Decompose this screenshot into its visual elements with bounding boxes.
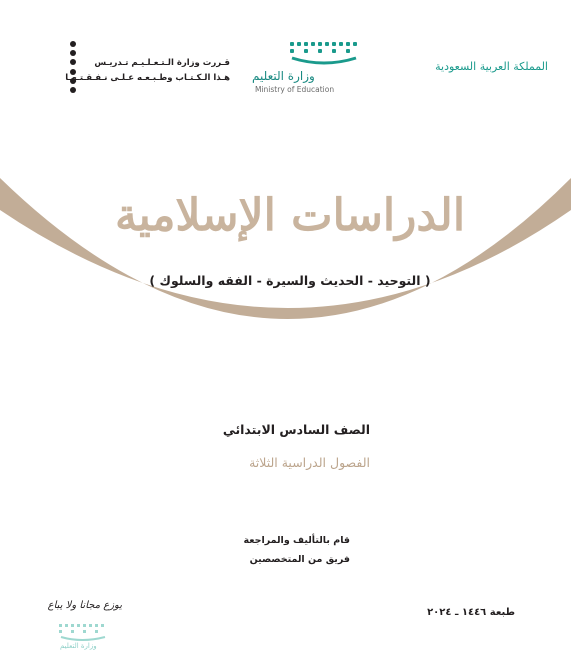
kingdom-name: المملكة العربية السعودية [435, 60, 548, 73]
decree-bullet-dots-icon [70, 41, 76, 96]
decree-line-1: قـررت وزارة الـتـعـلـيـم تـدريـس [94, 58, 230, 68]
ministry-name-english: Ministry of Education [255, 85, 335, 94]
decree-statement [65, 56, 230, 86]
small-logo-text: وزارة التعليم [60, 642, 97, 650]
grade-level: الصف السادس الابتدائي [222, 422, 370, 437]
edition-label: طبعة ١٤٤٦ ـ ٢٠٢٤ [427, 607, 515, 618]
free-distribution-note: يوزع مجانا ولا يباع [47, 600, 122, 611]
decree-line-2: هـذا الـكـتـاب وطـبـعـه عـلـى نـفـقـتـهـا [65, 73, 230, 83]
authorship-credits [200, 531, 350, 569]
semesters-label: الفصول الدراسية الثلاثة [249, 455, 370, 470]
credits-line-2: فريق من المتخصصين [249, 554, 350, 565]
book-subtitle: ( التوحيد - الحديث والسيرة - الفقه والسلوك ) [149, 273, 431, 288]
book-title: الدراسات الإسلامية [114, 190, 466, 241]
credits-line-1: قام بالتأليف والمراجعة [243, 535, 350, 546]
ministry-name-arabic: وزارة التعليم [252, 69, 315, 83]
